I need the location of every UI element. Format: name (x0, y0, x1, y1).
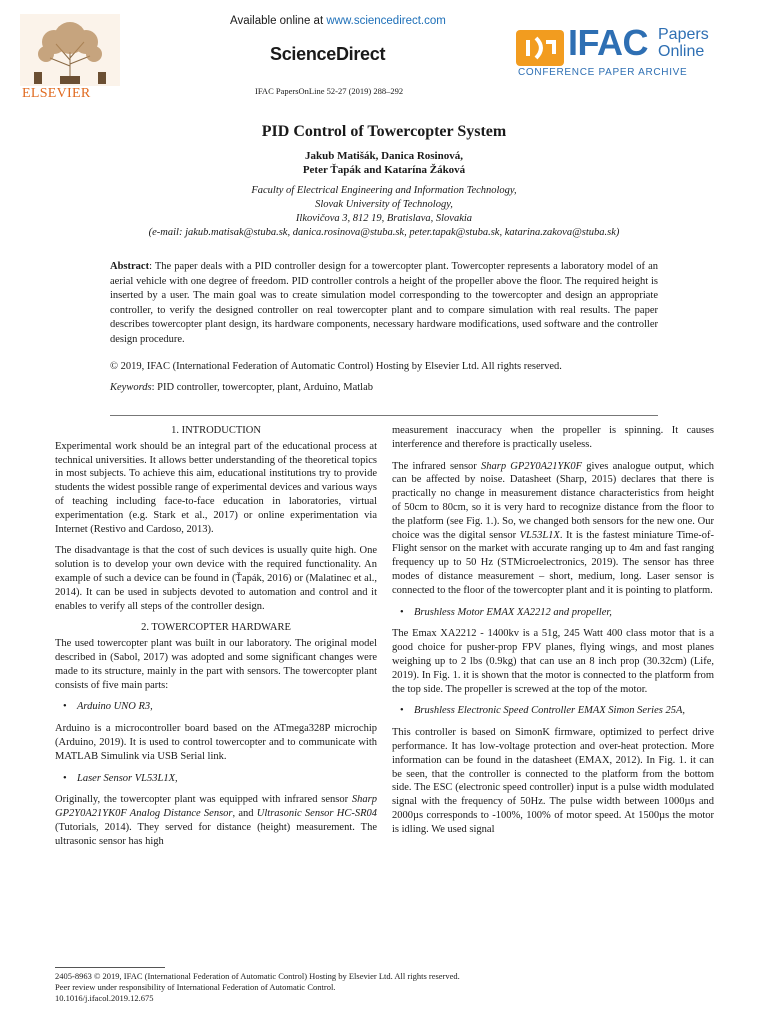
text-run-italic: VL53L1X (519, 529, 560, 541)
text-run: Originally, the towercopter plant was equipped with infrared sensor (55, 794, 352, 806)
paragraph (392, 460, 714, 598)
availability-line (230, 15, 446, 27)
right-column (392, 424, 714, 837)
paragraph: Experimental work should be an integral part of the educational process at technical universities. It allows better understanding of the theoretical topics in most subjects. To achieve this aim, educational institutions try to provide students the widest possible range of experimental devices and various ways of teaching including face-to-face education in laboratories, virtual experimentation (e.g. Stark et al., 2017) or online experimentation via Internet (Restivo and Cardoso, 2013). (55, 440, 377, 535)
footer-divider (55, 967, 165, 968)
text-run-italic: Ultrasonic Sensor HC-SR04 (256, 808, 377, 820)
sciencedirect-brand: ScienceDirect (270, 44, 386, 64)
journal-citation: IFAC PapersOnLine 52-27 (2019) 288–292 (255, 86, 404, 96)
abstract-block (110, 260, 658, 395)
section-heading-hardware: 2. TOWERCOPTER HARDWARE (141, 622, 291, 634)
conference-archive-label: CONFERENCE PAPER ARCHIVE (518, 67, 688, 78)
authors-line-2: Peter Ťapák and Katarína Žáková (302, 164, 466, 176)
text-run: (Tutorials, 2014). They served for distance (height) measurement. The ultrasonic sensor has high (55, 821, 377, 847)
affiliation-line-3: Ilkovičova 3, 812 19, Bratislava, Slovakia (295, 213, 473, 224)
affiliation-line-1: Faculty of Electrical Engineering and Information Technology, (251, 185, 517, 196)
abstract (110, 260, 658, 348)
paragraph: Arduino is a microcontroller board based on the ATmega328P microchip (Arduino, 2019). It is used to control towercopter and to communicate with MATLAB Simulink via USB Serial link. (55, 723, 377, 762)
keywords-text: : PID controller, towercopter, plant, Arduino, Matlab (151, 381, 373, 393)
ifac-brand: IFAC (568, 22, 649, 63)
footer (55, 971, 460, 1004)
papers-word: Papers (658, 26, 709, 43)
online-word: Online (658, 43, 705, 60)
paragraph: measurement inaccuracy when the propeller is spinning. It causes interference and therefore is practically useless. (392, 425, 714, 450)
authors-line-1: Jakub Matišák, Danica Rosinová, (304, 150, 463, 162)
list-item: • Laser Sensor VL53L1X, (55, 772, 377, 786)
paragraph (55, 793, 377, 848)
abstract-label: Abstract (110, 261, 150, 272)
affiliation-line-2: Slovak University of Technology, (315, 199, 453, 210)
text-run: . It is the fastest miniature Time-of-Flight sensor on the market with accurate ranging up to 4m and fast ranging frequency up to 50 Hz (STMicroelectronics, 2019). The sensor has three modes of distance measurement – short, medium, long. Laser sensor is connected to the floor of the towercopter plant and it is pointing to platform. (392, 529, 714, 596)
abstract-divider (110, 415, 658, 416)
footer-doi[interactable]: 10.1016/j.ifacol.2019.12.675 (55, 993, 154, 1003)
sciencedirect-link[interactable]: www.sciencedirect.com (326, 15, 446, 27)
list-item: • Brushless Electronic Speed Controller EMAX Simon Series 25A, (392, 704, 714, 718)
section-heading-introduction: 1. INTRODUCTION (171, 425, 261, 436)
paper-authors (0, 149, 768, 177)
affiliation-emails: (e-mail: jakub.matisak@stuba.sk, danica.rosinova@stuba.sk, peter.tapak@stuba.sk, katarina.zakova@stuba.sk) (148, 227, 620, 238)
paragraph: The used towercopter plant was built in our laboratory. The original model described in (Sabol, 2017) was adopted and some significant changes were made to its structure, mainly in the part with sensors. The towercopter plant consists of five main parts: (55, 638, 377, 691)
papers-online-brand (658, 26, 709, 60)
footer-peer-review: Peer review under responsibility of International Federation of Automatic Control. (55, 982, 336, 992)
paragraph: This controller is based on SimonK firmware, optimized to perfect drive performance. It has low-voltage protection and over-heat protection. More information can be found in the datasheet (EMAX, 2012). In Fig. 1. it can be seen, that the controller is connected to the platform from the bottom side. The ESC (electronic speed controller) input is a pulse width modulated signal with the frequency of 50Hz. The pulse width between 1000µs and 2000µs corresponds to -100%, 100% of motor speed. At 1500µs the motor is idling. We used signal (392, 727, 714, 835)
publisher-name: ELSEVIER (22, 86, 91, 101)
ifac-emblem-icon (516, 28, 566, 68)
paragraph: The disadvantage is that the cost of such devices is usually quite high. One solution is to develop your own device with the required functionality. An example of such a device can be found in (Ťapák, 2016) or (Malatinec et al., 2014). It can be used in subjects devoted to automation and control and it enables to verify all steps of the controller design. (55, 545, 377, 612)
text-run: , and (232, 808, 257, 820)
text-run-italic: Sharp GP2Y0A21YK0F (480, 460, 583, 472)
left-column (55, 424, 377, 849)
text-run: gives analogue output, which can be affected by noise. Datasheet (Sharp, 2015) declares that there is practically no change in measurement distance characteristics from height of 50cm to 80cm, so it is very hard to recognize distance from the floor to the platform (see Fig. 1.). So, we changed both sensors for the new one. Our choice was the digital sensor (392, 460, 715, 541)
list-item: • Brushless Motor EMAX XA2212 and propeller, (392, 606, 714, 620)
text-run-italic: Sharp GP2Y0A21YK0F Analog Distance Sensor (55, 794, 377, 820)
keywords-label: Keywords (110, 381, 152, 393)
text-run: The infrared sensor (392, 460, 481, 472)
abstract-text: : The paper deals with a PID controller design for a towercopter plant. Towercopter represents a laboratory model of an aerial vehicle with one degree of freedom. PID controller controls a height of the propeller above the floor. The required height is inserted by a user. The main goal was to create simulation model corresponding to the towercopter and design an appropriate controller, to verify the designed controller on real towercopter plant and to compare simulation with real results. The paper describes towercopter plant design, its hardware components, necessary hardware modifications, used software and the controller design procedure. (110, 261, 658, 345)
list-item: • Arduino UNO R3, (55, 700, 377, 714)
affiliation (0, 184, 768, 240)
paragraph: The Emax XA2212 - 1400kv is a 51g, 245 Watt 400 class motor that is a good choice for pusher-prop FPV planes, flying wings, and most planes weighing up to 2 lbs (0.9kg) that can use an 8 inch prop (30.32cm) (Life, 2019). In Fig. 1. it is shown that the motor is connected to the platform from the top side. The propeller is screwed at the top of the motor. (392, 628, 714, 695)
copyright-notice: © 2019, IFAC (International Federation of Automatic Control) Hosting by Elsevier Ltd. All rights reserved. (110, 360, 562, 372)
keywords (110, 381, 658, 395)
available-prefix: Available online at (230, 15, 327, 27)
footer-copyright: 2405-8963 © 2019, IFAC (International Federation of Automatic Control) Hosting by Elsevier Ltd. All rights reserved. (55, 971, 460, 981)
paper-title: PID Control of Towercopter System (261, 123, 507, 140)
